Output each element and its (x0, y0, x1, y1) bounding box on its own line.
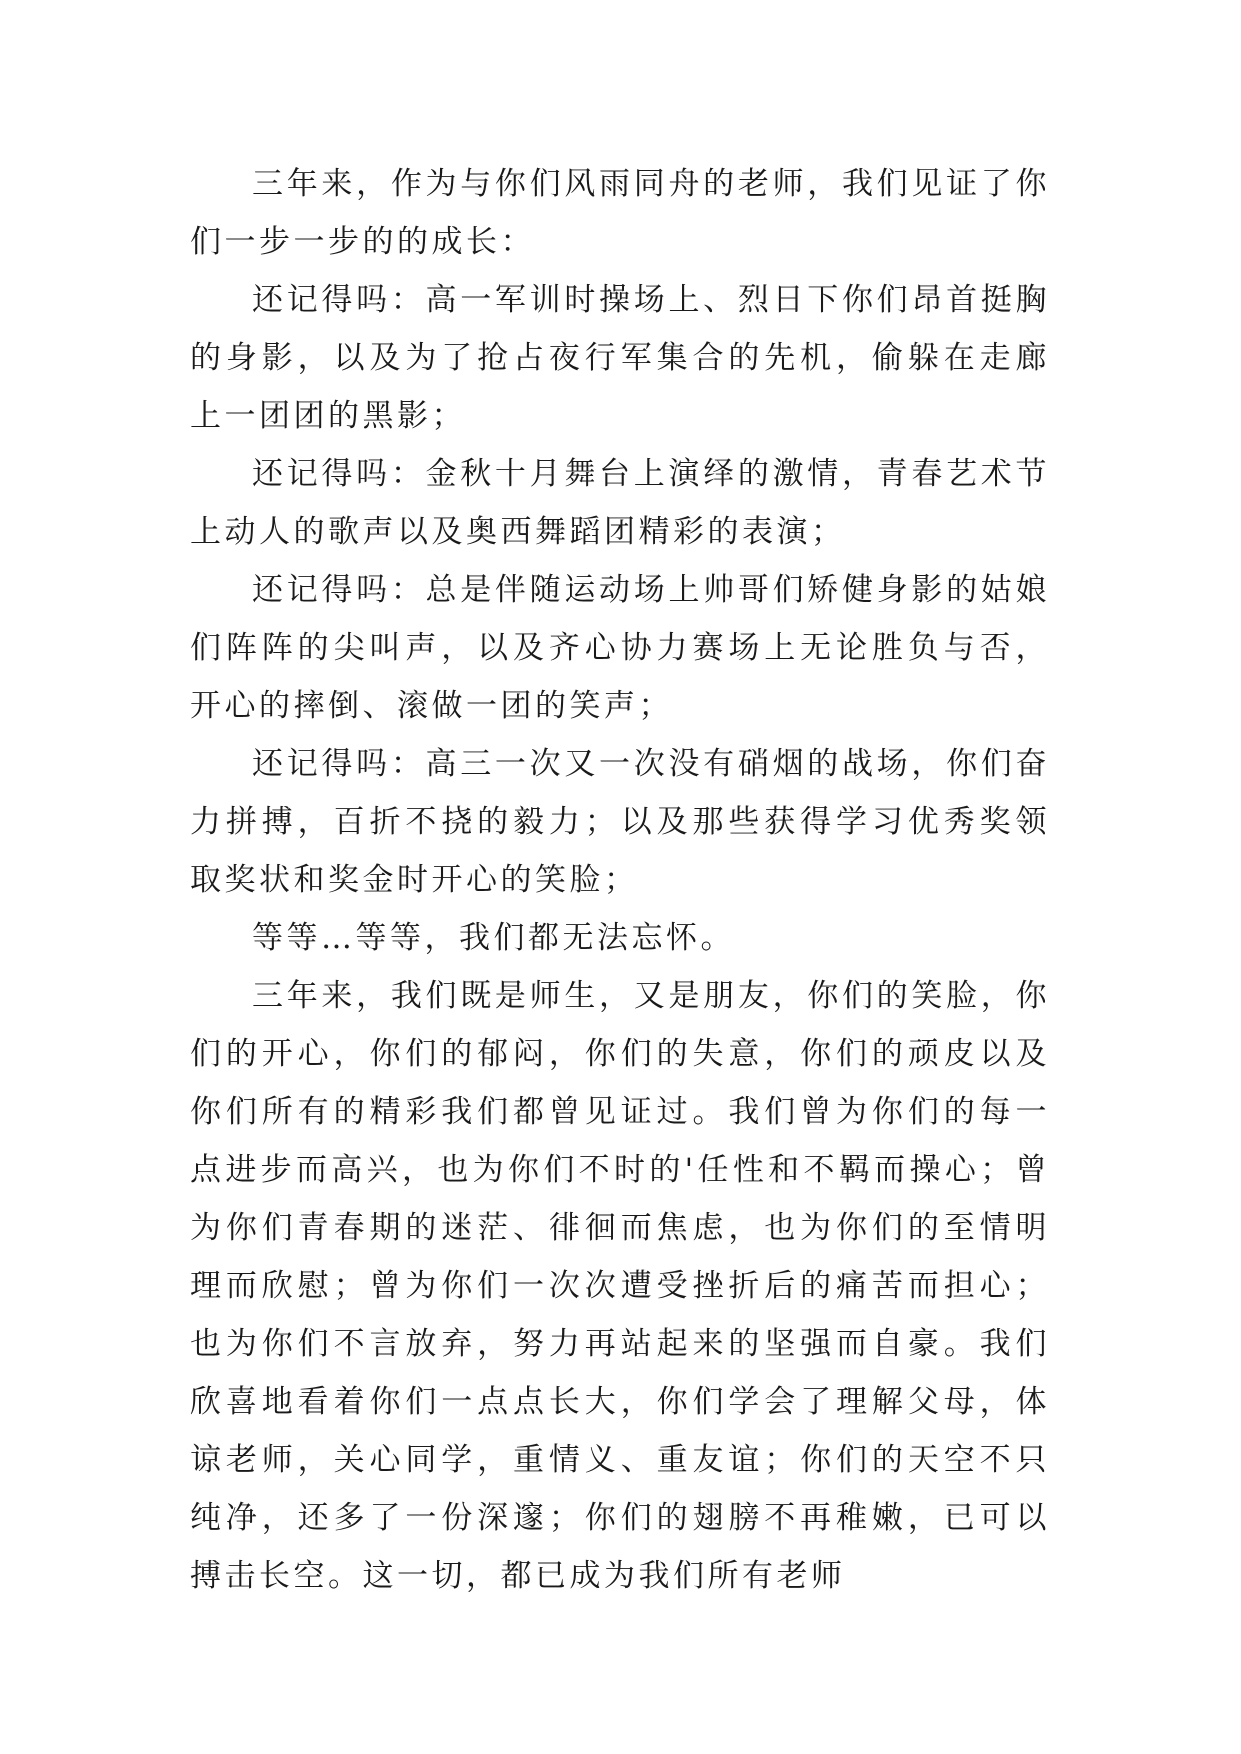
paragraph: 还记得吗：总是伴随运动场上帅哥们矫健身影的姑娘们阵阵的尖叫声，以及齐心协力赛场上无论胜负与否，开心的摔倒、滚做一团的笑声； (190, 572, 1050, 724)
paragraph: 三年来，我们既是师生，又是朋友，你们的笑脸，你们的开心，你们的郁闷，你们的失意，你们的顽皮以及你们所有的精彩我们都曾见证过。我们曾为你们的每一点进步而高兴，也为你们不时的'任性和不羁而操心；曾为你们青春期的迷茫、徘徊而焦虑，也为你们的至情明理而欣慰；曾为你们一次次遭受挫折后的痛苦而担心；也为你们不言放弃，努力再站起来的坚强而自豪。我们欣喜地看着你们一点点长大，你们学会了理解父母，体谅老师，关心同学，重情义、重友谊；你们的天空不只纯净，还多了一份深邃；你们的翅膀不再稚嫩，已可以搏击长空。这一切，都已成为我们所有老师 (190, 978, 1050, 1594)
paragraph: 还记得吗：高一军训时操场上、烈日下你们昂首挺胸的身影，以及为了抢占夜行军集合的先机，偷躲在走廊上一团团的黑影； (190, 282, 1050, 434)
paragraph: 三年来，作为与你们风雨同舟的老师，我们见证了你们一步一步的的成长： (190, 166, 1050, 260)
paragraph: 还记得吗：高三一次又一次没有硝烟的战场，你们奋力拼搏，百折不挠的毅力；以及那些获得学习优秀奖领取奖状和奖金时开心的笑脸； (190, 746, 1050, 898)
paragraph: 等等…等等，我们都无法忘怀。 (252, 920, 735, 956)
paragraph: 还记得吗：金秋十月舞台上演绎的激情，青春艺术节上动人的歌声以及奥西舞蹈团精彩的表演； (190, 456, 1050, 550)
document-body (190, 155, 1050, 1605)
